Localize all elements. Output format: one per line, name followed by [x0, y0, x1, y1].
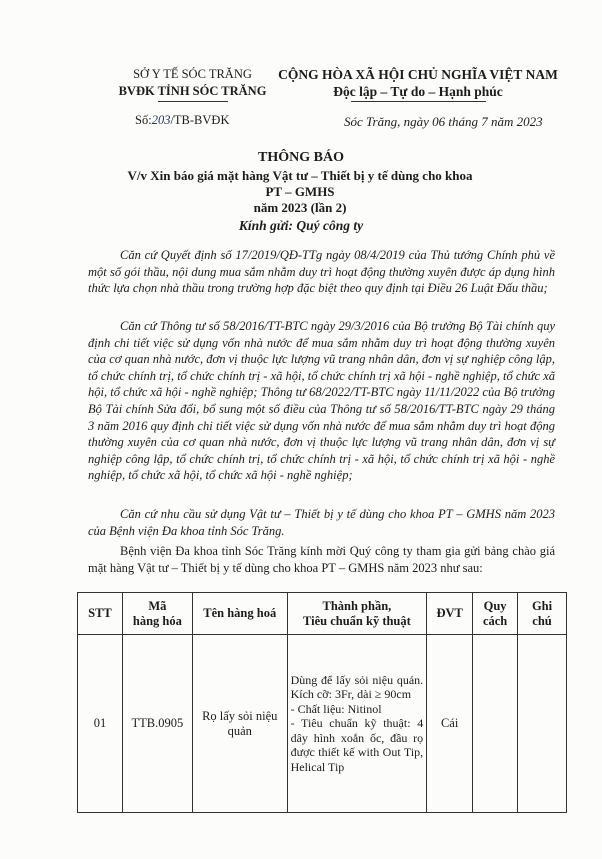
- paragraph-legal-basis-2: Căn cứ Thông tư số 58/2016/TT-BTC ngày 29/3/2016 của Bộ trưởng Bộ Tài chính quy định chi tiết việc sử dụng vốn nhà nước để mua sắm nhằm duy trì hoạt động thường xuyên của cơ quan nhà nước, đơn vị thuộc lực lượng vũ trang nhân dân, đơn vị sự nghiệp công lập, tổ chức chính trị, tổ chức chính trị - xã hội, tổ chức chính trị xã hội - nghề nghiệp, tổ chức xã hội, tổ chức xã hội - nghề nghiệp; Thông tư 68/2022/TT-BTC ngày 11/11/2022 của Bộ trưởng Bộ Tài chính Sửa đổi, bổ sung một số điều của Thông tư số 58/2016/TT-BTC ngày 29 tháng 3 năm 2016 quy định chi tiết việc sử dụng vốn nhà nước để mua sắm nhằm duy trì hoạt động thường xuyên của cơ quan nhà nước, đơn vị thuộc lực lượng vũ trang nhân dân, đơn vị sự nghiệp công lập, tổ chức chính trị, tổ chức chính trị - xã hội, tổ chức chính trị xã hội - nghề nghiệp, tổ chức xã hội, tổ chức xã hội - nghề nghiệp;: [88, 319, 555, 483]
- row-name: Rọ lấy sỏi niệu quản: [192, 635, 287, 813]
- header-spec: Thành phần, Tiêu chuẩn kỹ thuật: [287, 593, 427, 635]
- row-unit: Cái: [427, 635, 473, 813]
- header-pack: Quy cách: [473, 593, 518, 635]
- spec-line: Dùng để lấy sỏi niệu quản. Kích cỡ: 3Fr, dài ≥ 90cm: [290, 672, 424, 702]
- notice-subject: [120, 168, 480, 216]
- header-name: Tên hàng hoá: [192, 593, 287, 635]
- items-table: [77, 592, 567, 813]
- row-note: [518, 635, 567, 813]
- header-unit: ĐVT: [427, 593, 473, 635]
- issuer-underline: [158, 101, 228, 102]
- agency-name: SỞ Y TẾ SÓC TRĂNG: [133, 67, 252, 81]
- doc-no-value: 203: [151, 113, 171, 127]
- nation-name: CỘNG HÒA XÃ HỘI CHỦ NGHĨA VIỆT NAM: [278, 67, 558, 82]
- header-code: Mã hàng hóa: [122, 593, 192, 635]
- doc-no-label: Số:: [135, 113, 152, 127]
- row-stt: 01: [78, 635, 123, 813]
- subject-line-2: năm 2023 (lần 2): [253, 200, 347, 215]
- motto: Độc lập – Tự do – Hạnh phúc: [333, 84, 503, 99]
- spec-line: - Tiêu chuẩn kỹ thuật: 4 dây hình xoắn ốc, đầu rọ được thiết kế with Out Tip, Helical Tip: [290, 716, 424, 774]
- document-date: Sóc Trăng, ngày 06 tháng 7 năm 2023: [344, 114, 543, 129]
- national-heading: [278, 66, 558, 102]
- header-stt: STT: [78, 593, 123, 635]
- issuer-block: [100, 66, 285, 102]
- row-spec: [287, 635, 427, 813]
- doc-no-suffix: /TB-BVĐK: [170, 113, 230, 127]
- subject-line-1: V/v Xin báo giá mặt hàng Vật tư – Thiết bị y tế dùng cho khoa PT – GMHS: [127, 168, 473, 199]
- row-code: TTB.0905: [122, 635, 192, 813]
- header-note: Ghi chú: [518, 593, 567, 635]
- spec-line: - Chất liệu: Nitinol: [290, 701, 382, 716]
- table-row: [78, 635, 567, 813]
- document-number: [135, 113, 229, 128]
- notice-title: THÔNG BÁO: [258, 150, 344, 165]
- paragraph-invitation: Bệnh viện Đa khoa tỉnh Sóc Trăng kính mời Quý công ty tham gia gửi bảng chào giá mặt hàng Vật tư – Thiết bị y tế dùng cho khoa PT – GMHS năm 2023 như sau:: [88, 544, 555, 575]
- hospital-name: BVĐK TỈNH SÓC TRĂNG: [118, 84, 267, 98]
- paragraph-demand: Căn cứ nhu cầu sử dụng Vật tư – Thiết bị y tế dùng cho khoa PT – GMHS năm 2023 của Bệnh viện Đa khoa tỉnh Sóc Trăng.: [88, 507, 555, 538]
- greeting: Kính gửi: Quý công ty: [238, 218, 364, 233]
- table-header-row: [78, 593, 567, 635]
- paragraph-legal-basis-1: Căn cứ Quyết định số 17/2019/QĐ-TTg ngày 08/4/2019 của Thủ tướng Chính phủ về một số gói thầu, nội dung mua sắm nhằm duy trì hoạt động thường xuyên được áp dụng hình thức lựa chọn nhà thầu trong trường hợp đặc biệt theo quy định tại Điều 26 Luật Đấu thầu;: [88, 248, 555, 296]
- motto-underline: [351, 101, 486, 102]
- row-pack: [473, 635, 518, 813]
